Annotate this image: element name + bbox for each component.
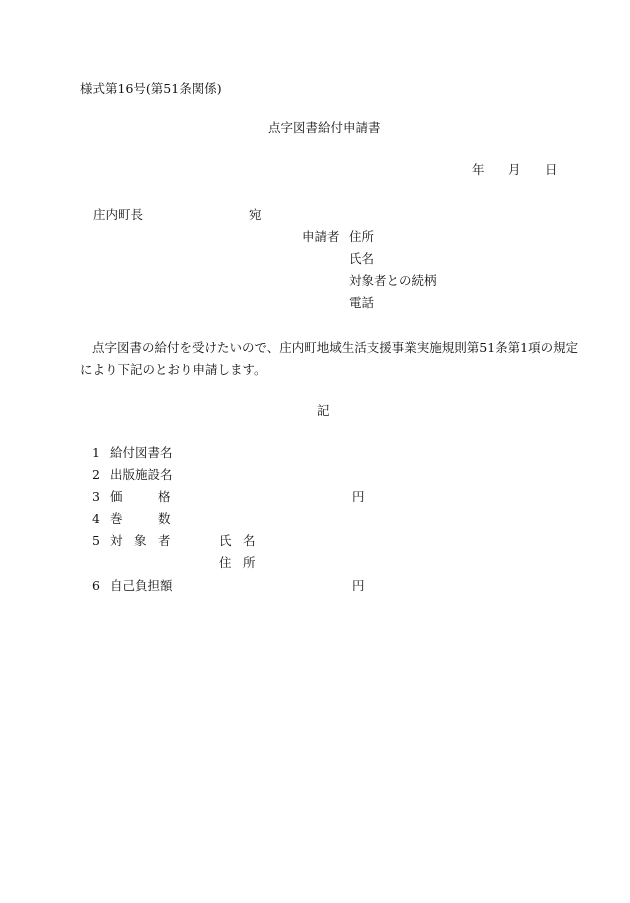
item-label-price-part-2: 格 — [158, 489, 171, 504]
item-label-publisher: 出版施設名 — [110, 467, 173, 482]
item-subject-address-part-1: 住 — [219, 555, 232, 570]
item-number-3: 3 — [92, 489, 100, 504]
applicant-label: 申請者 — [302, 229, 340, 244]
applicant-address-label: 住所 — [349, 229, 375, 244]
item-subject-name-part-1: 氏 — [219, 533, 232, 548]
applicant-phone-label: 電話 — [349, 295, 375, 310]
form-number: 様式第16号(第51条関係) — [80, 81, 222, 96]
ki-heading: 記 — [317, 403, 330, 418]
body-text-line-1: 点字図書の給付を受けたいので、庄内町地域生活支援事業実施規則第51条第1項の規定 — [92, 340, 579, 355]
document-title: 点字図書給付申請書 — [268, 120, 381, 135]
item-number-4: 4 — [92, 511, 100, 526]
item-number-2: 2 — [92, 467, 100, 482]
item-label-subject-part-3: 者 — [158, 533, 171, 548]
date-day: 日 — [545, 162, 558, 177]
item-label-price-part-1: 価 — [110, 489, 123, 504]
item-label-copayment: 自己負担額 — [110, 578, 173, 593]
item-label-volumes-part-1: 巻 — [110, 511, 123, 526]
item-label-volumes-part-2: 数 — [158, 511, 171, 526]
item-number-6: 6 — [92, 578, 100, 593]
applicant-relationship-label: 対象者との続柄 — [349, 273, 437, 288]
item-label-book-title: 給付図書名 — [110, 445, 173, 460]
addressee-name: 庄内町長 — [93, 207, 144, 222]
item-label-subject-part-2: 象 — [134, 533, 147, 548]
date-year: 年 — [472, 162, 485, 177]
date-month: 月 — [508, 162, 521, 177]
item-price-unit: 円 — [352, 489, 365, 504]
item-number-1: 1 — [92, 445, 100, 460]
item-subject-address-part-2: 所 — [243, 555, 256, 570]
item-number-5: 5 — [92, 533, 100, 548]
applicant-name-label: 氏名 — [349, 251, 375, 266]
item-copayment-unit: 円 — [352, 578, 365, 593]
addressee-suffix: 宛 — [249, 207, 262, 222]
body-text-line-2: により下記のとおり申請します。 — [80, 362, 267, 377]
item-subject-name-part-2: 名 — [243, 533, 256, 548]
item-label-subject-part-1: 対 — [110, 533, 123, 548]
